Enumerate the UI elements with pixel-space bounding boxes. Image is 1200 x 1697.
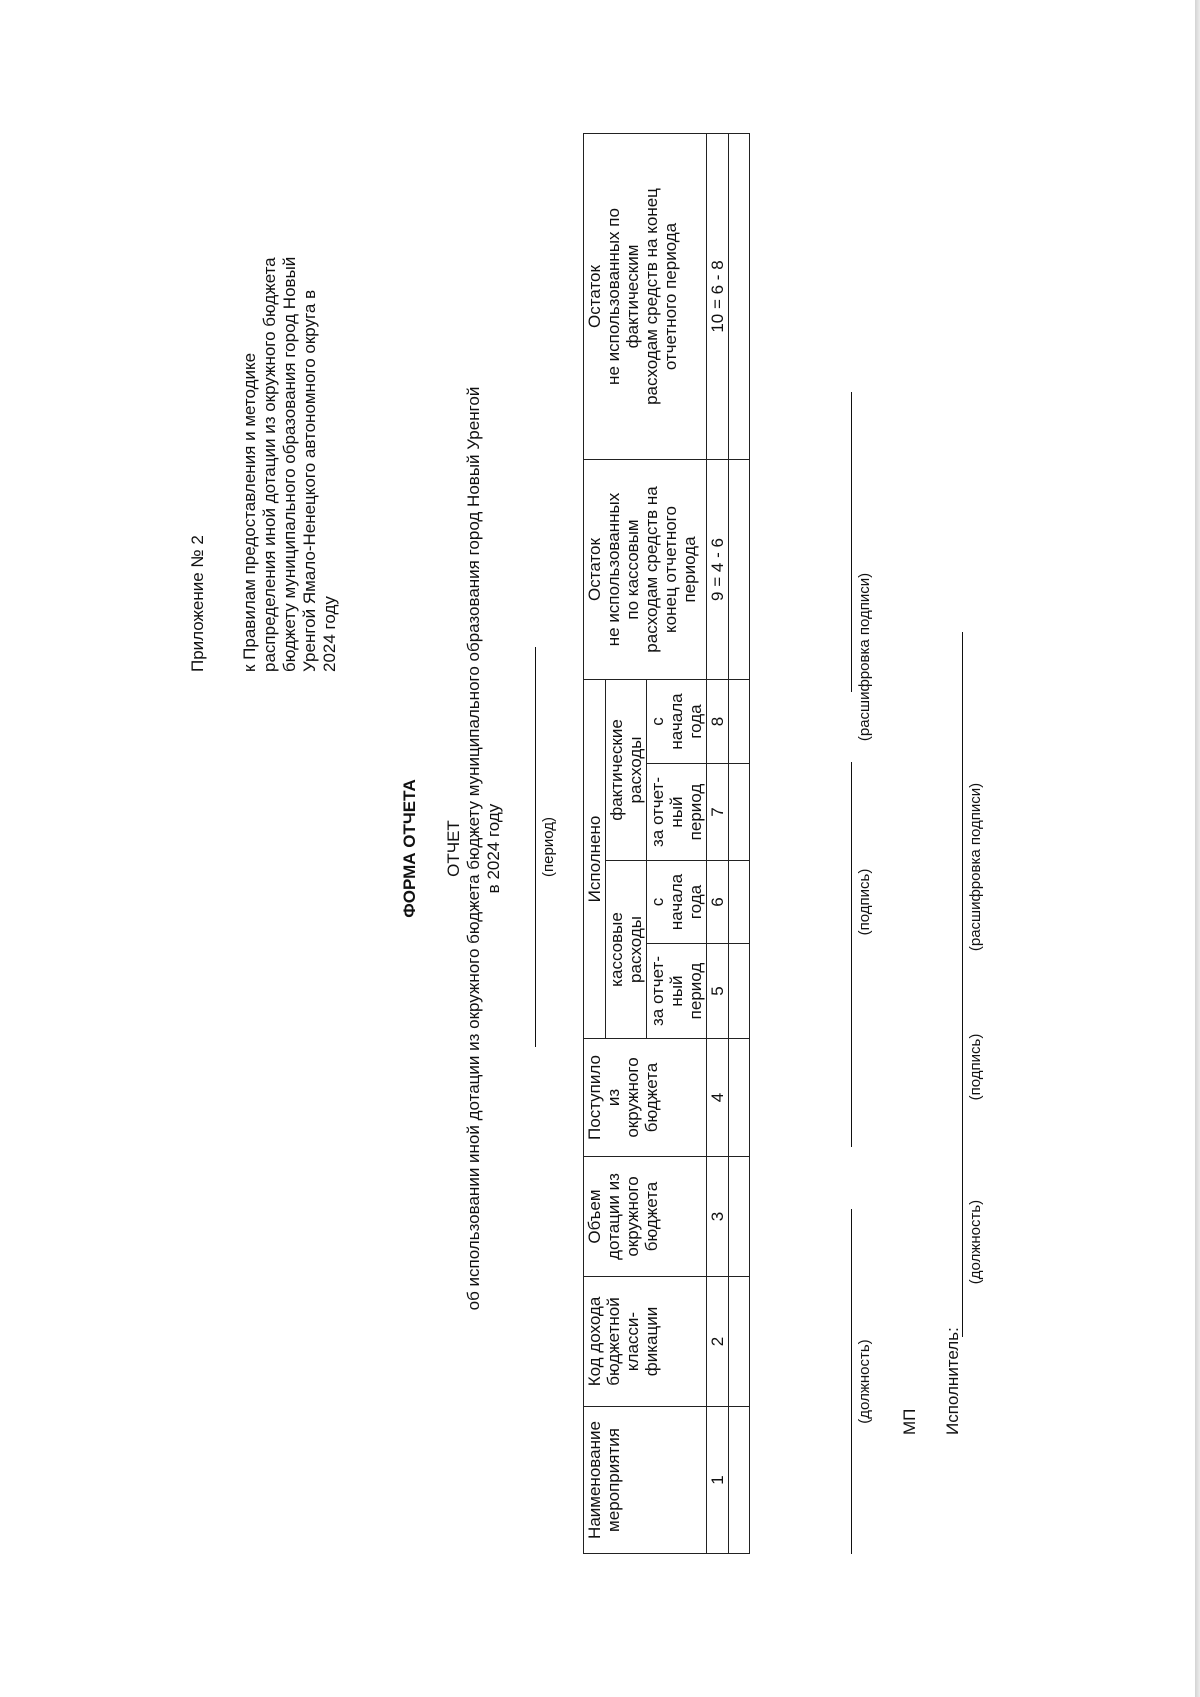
header-cash-ytd: с начала года	[647, 861, 707, 944]
report-title: ОТЧЕТ	[444, 820, 463, 877]
table-cell	[729, 680, 750, 764]
col-number: 10 = 6 - 8	[707, 134, 729, 460]
header-volume: Объем дотации из окружного бюджета	[584, 1157, 707, 1277]
appendix-text	[240, 202, 340, 672]
mp-mark: МП	[900, 1408, 919, 1435]
decoding-line	[851, 392, 852, 692]
header-name: Наименование мероприятия	[584, 1407, 707, 1554]
col-number: 6	[707, 861, 729, 944]
executor-label: Исполнитель:	[943, 1327, 962, 1435]
col-number: 2	[707, 1277, 729, 1407]
period-label: (период)	[540, 817, 557, 877]
col-number: 5	[707, 944, 729, 1039]
header-actual-ytd: с начала года	[647, 680, 707, 764]
header-executed: Исполнено	[584, 680, 606, 1039]
header-received: Поступило из окружного бюджета	[584, 1039, 707, 1157]
table-cell	[729, 1157, 750, 1277]
appendix-line: бюджету муниципального образования город Новый	[280, 256, 299, 672]
header-code: Код дохода бюджетной класси- фикации	[584, 1277, 707, 1407]
header-remainder-actual: Остаток не использованных по фактическим расходам средств на конец отчетного периода	[584, 134, 707, 460]
executor-decoding-label: (расшифровка подписи)	[967, 782, 984, 952]
header-actual-period: за отчет- ный период	[647, 764, 707, 861]
col-number: 9 = 4 - 6	[707, 460, 729, 680]
table-cell	[729, 1277, 750, 1407]
table-cell	[729, 134, 750, 460]
table-cell	[729, 861, 750, 944]
header-cash-period: за отчет- ный период	[647, 944, 707, 1039]
report-subtitle: об использовании иной дотации из окружного бюджета бюджету муниципального образования город Новый Уренгой	[464, 386, 483, 1311]
table-row-empty	[729, 134, 750, 1554]
appendix-line: Уренгой Ямало-Ненецкого автономного округа в	[300, 289, 319, 672]
table-cell	[729, 764, 750, 861]
decoding-signatures-label: (расшифровка подписи)	[856, 572, 873, 742]
col-number: 3	[707, 1157, 729, 1277]
appendix-line: распределения иной дотации из окружного бюджета	[260, 257, 279, 672]
position-label: (должность)	[856, 1339, 873, 1424]
col-number: 8	[707, 680, 729, 764]
header-remainder-cash: Остаток не использованных по кассовым расходам средств на конец отчетного периода	[584, 460, 707, 680]
col-number: 1	[707, 1407, 729, 1554]
appendix-line: 2024 году	[320, 596, 339, 672]
table-cell	[729, 460, 750, 680]
executor-signature-label: (подпись)	[967, 1033, 984, 1101]
table-cell	[729, 1407, 750, 1554]
col-number: 7	[707, 764, 729, 861]
executor-position-label: (должность)	[967, 1199, 984, 1285]
position-line	[851, 1209, 852, 1554]
col-number: 4	[707, 1039, 729, 1157]
report-year: в 2024 году	[484, 803, 503, 894]
header-actual-expenses: фактические расходы	[606, 680, 647, 861]
table-row-numbers	[707, 134, 729, 1554]
table-cell	[729, 944, 750, 1039]
signature-label: (подпись)	[856, 868, 873, 936]
appendix-line: к Правилам предоставления и методике	[240, 352, 259, 672]
form-title: ФОРМА ОТЧЕТА	[400, 779, 419, 918]
period-line	[535, 647, 536, 1047]
appendix-number: Приложение № 2	[188, 535, 207, 672]
report-table	[583, 133, 750, 1554]
executor-line	[962, 632, 963, 1337]
table-cell	[729, 1039, 750, 1157]
header-cash-expenses: кассовые расходы	[606, 861, 647, 1039]
signature-line	[851, 762, 852, 1147]
